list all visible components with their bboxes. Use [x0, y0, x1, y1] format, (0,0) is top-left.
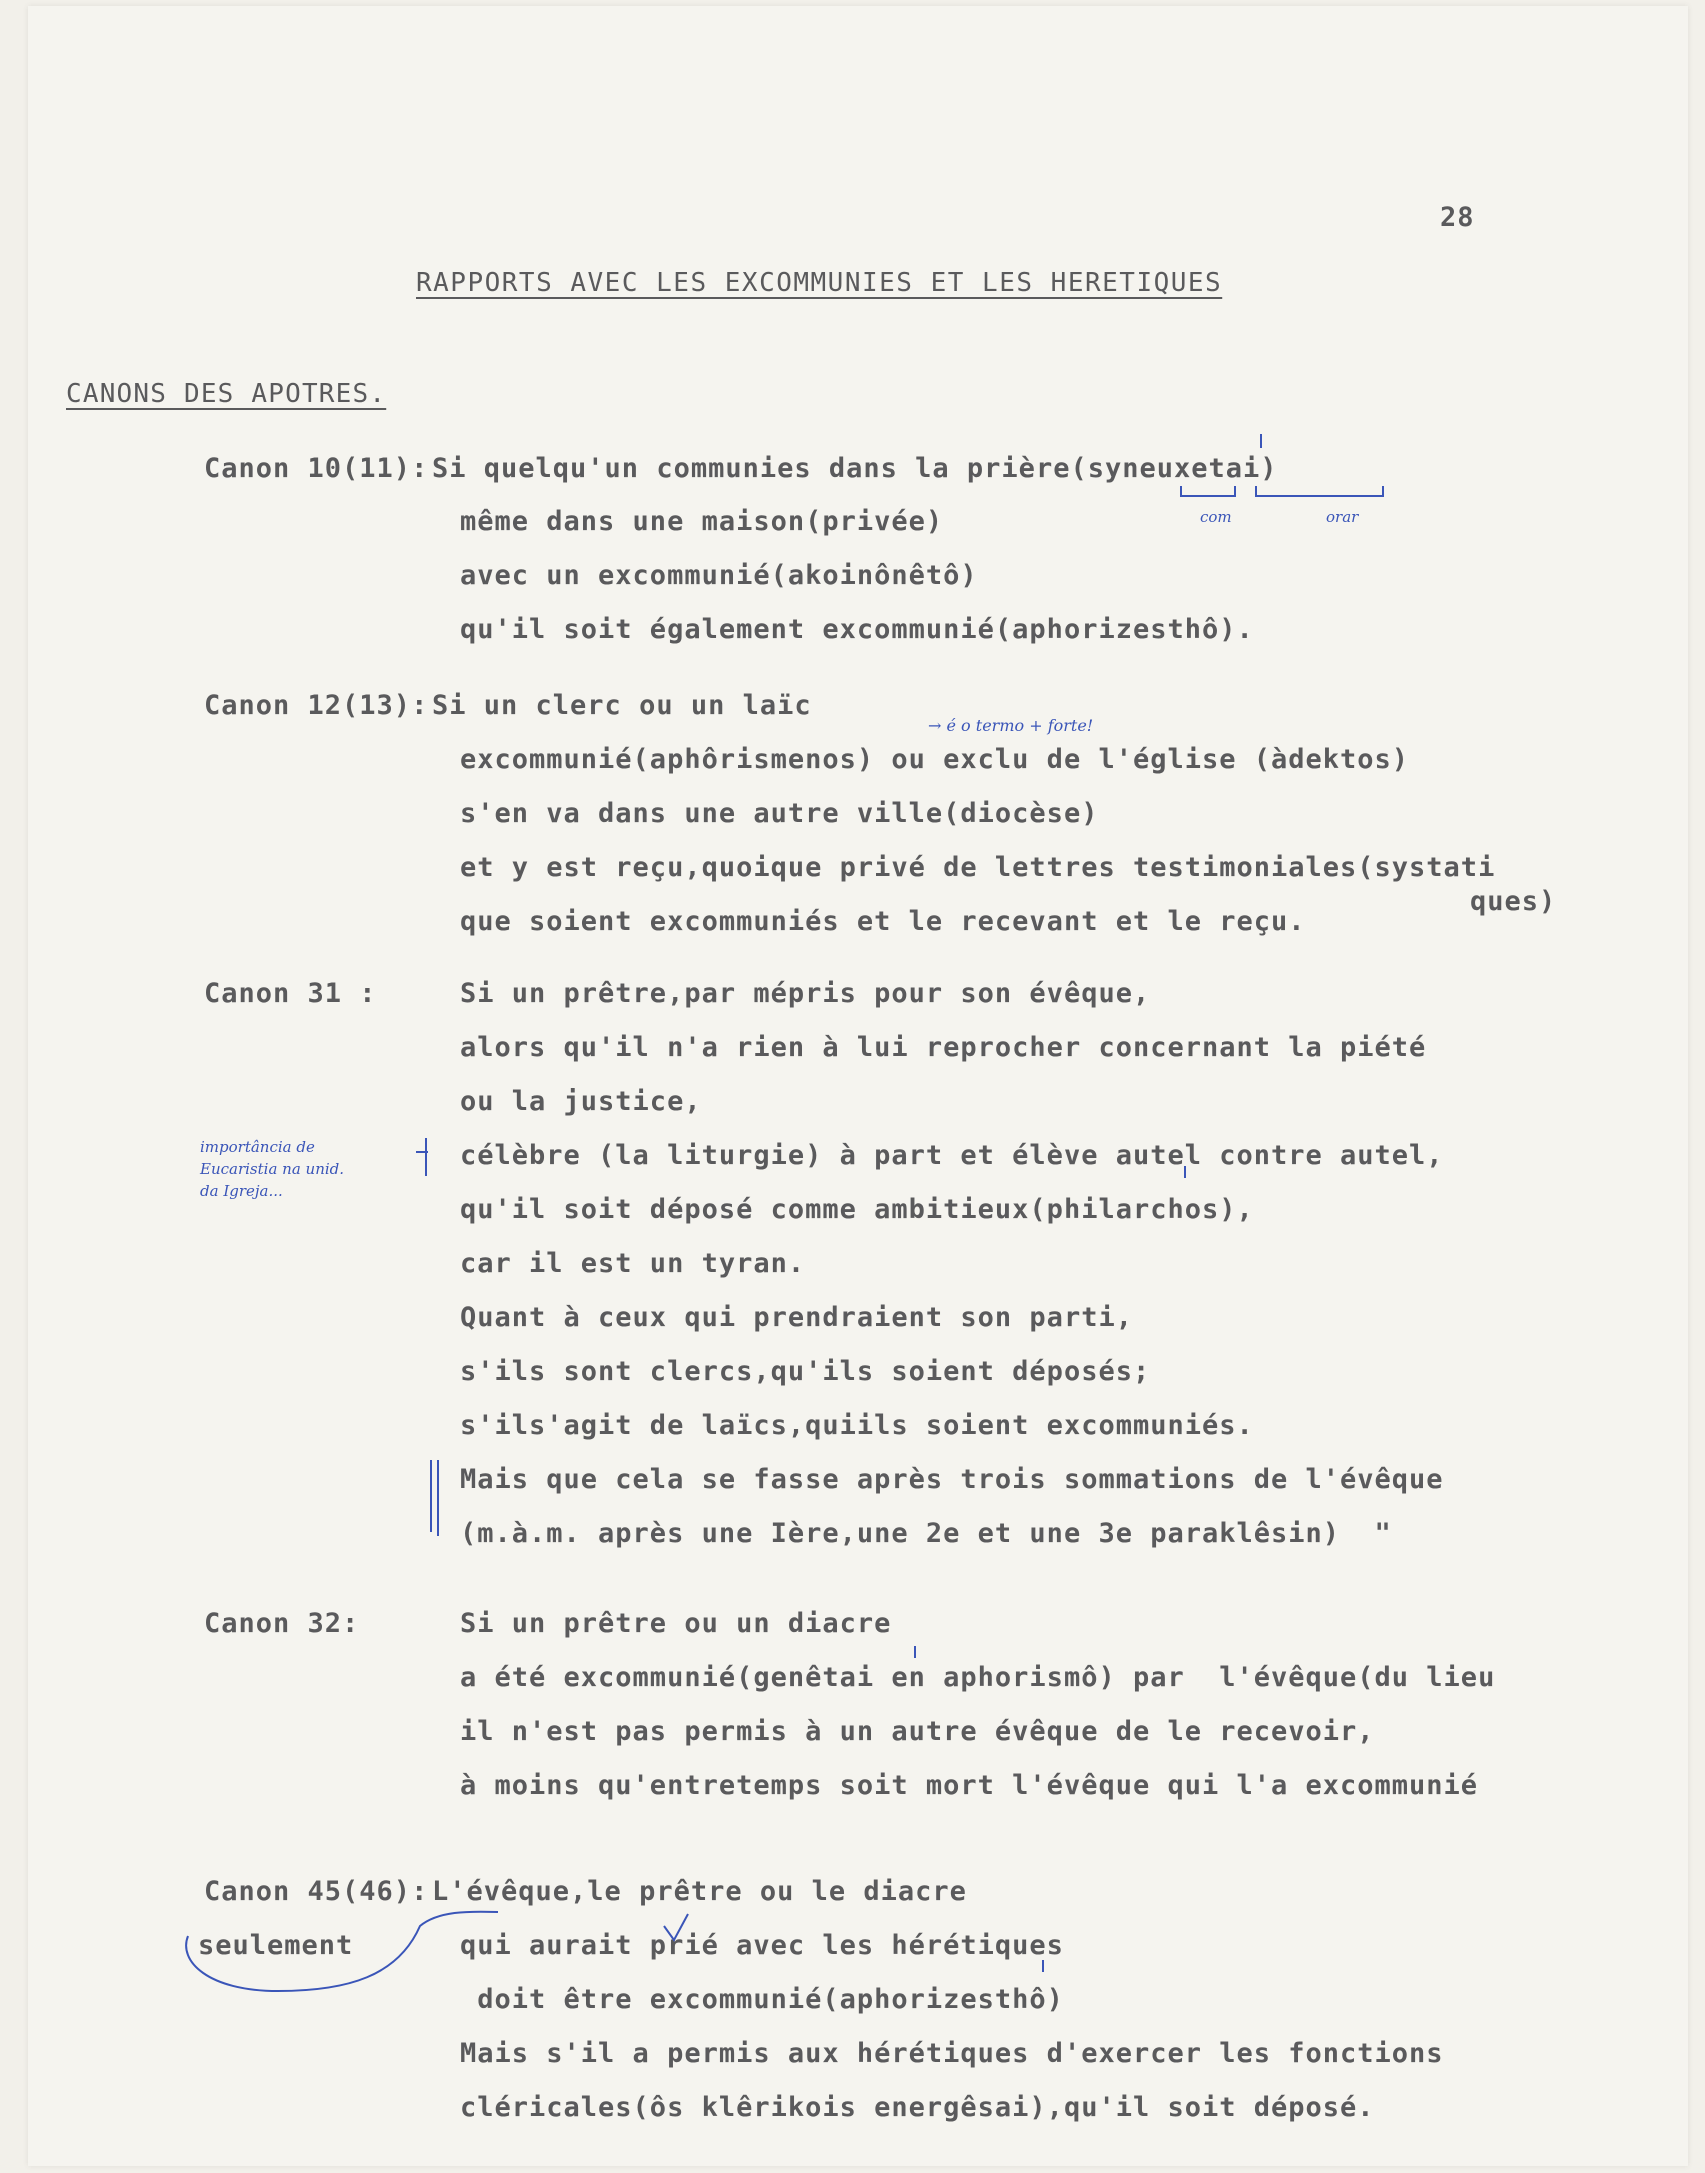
canon-line: Si un prêtre ou un diacre [460, 1608, 892, 1639]
circle-mark [186, 1912, 498, 1991]
canon-line: avec un excommunié(akoinônêtô) [460, 560, 978, 591]
document-page [28, 6, 1688, 2166]
canon-label: Canon 12(13): [204, 690, 429, 721]
canon-line: s'en va dans une autre ville(diocèse) [460, 798, 1099, 829]
canon-line: alors qu'il n'a rien à lui reprocher concernant la piété [460, 1032, 1427, 1063]
canon-line: excommunié(aphôrismenos) ou exclu de l'église (àdektos) [460, 744, 1410, 775]
canon-line: même dans une maison(privée) [460, 506, 944, 537]
canon-line: a été excommunié(genêtai en aphorismô) par l'évêque(du lieu [460, 1662, 1496, 1693]
section-heading: CANONS DES APOTRES. [66, 379, 387, 409]
canon-line: il n'est pas permis à un autre évêque de le recevoir, [460, 1716, 1375, 1747]
handwritten-note-com: com [1200, 508, 1232, 526]
check-mark [664, 1914, 688, 1940]
canon-line: Mais que cela se fasse après trois sommations de l'évêque [460, 1464, 1444, 1495]
canon-line: Quant à ceux qui prendraient son parti, [460, 1302, 1133, 1333]
bracket-mark [1181, 486, 1235, 496]
canon-line: s'ils'agit de laïcs,quiils soient excommuniés. [460, 1410, 1254, 1441]
canon-line: à moins qu'entretemps soit mort l'évêque qui l'a excommunié [460, 1770, 1479, 1801]
document-title: RAPPORTS AVEC LES EXCOMMUNIES ET LES HERETIQUES [416, 268, 1223, 298]
canon-line: Si quelqu'un communies dans la prière(syneuxetai) [432, 453, 1278, 484]
canon-line: et y est reçu,quoique privé de lettres testimoniales(systati [460, 852, 1496, 883]
handwritten-marks [28, 6, 1688, 2166]
canon-line: L'évêque,le prêtre ou le diacre [432, 1876, 967, 1907]
canon-line: Mais s'il a permis aux hérétiques d'exercer les fonctions [460, 2038, 1444, 2069]
canon-line: (m.à.m. après une Ière,une 2e et une 3e paraklêsin) " [460, 1518, 1392, 1549]
canon-line: qui aurait prié avec les hérétiques [460, 1930, 1064, 1961]
canon-line: car il est un tyran. [460, 1248, 806, 1279]
bracket-mark [1256, 486, 1383, 496]
canon-line-continuation: ques) [1470, 886, 1557, 917]
canon-label: Canon 10(11): [204, 453, 429, 484]
canon-label: Canon 31 : [204, 978, 377, 1009]
handwritten-note-orar: orar [1326, 508, 1359, 526]
page-number: 28 [1440, 202, 1475, 233]
canon-label: Canon 45(46): [204, 1876, 429, 1907]
canon-line: Si un clerc ou un laïc [432, 690, 812, 721]
handwritten-note-formo: → é o termo + forte! [928, 716, 1094, 735]
canon-line: s'ils sont clercs,qu'ils soient déposés; [460, 1356, 1151, 1387]
canon-label: Canon 32: [204, 1608, 360, 1639]
canon-line: que soient excommuniés et le recevant et le reçu. [460, 906, 1306, 937]
handwritten-margin-note: importância de Eucaristia na unid. da Igreja... [200, 1138, 345, 1200]
canon-line: doit être excommunié(aphorizesthô) [460, 1984, 1064, 2015]
canon-line: ou la justice, [460, 1086, 702, 1117]
canon-line: Si un prêtre,par mépris pour son évêque, [460, 978, 1151, 1009]
side-label: seulement [198, 1930, 354, 1961]
canon-line: qu'il soit déposé comme ambitieux(philarchos), [460, 1194, 1254, 1225]
canon-line: cléricales(ôs klêrikois energêsai),qu'il soit déposé. [460, 2092, 1375, 2123]
canon-line: célèbre (la liturgie) à part et élève autel contre autel, [460, 1140, 1444, 1171]
canon-line: qu'il soit également excommunié(aphorizesthô). [460, 614, 1254, 645]
